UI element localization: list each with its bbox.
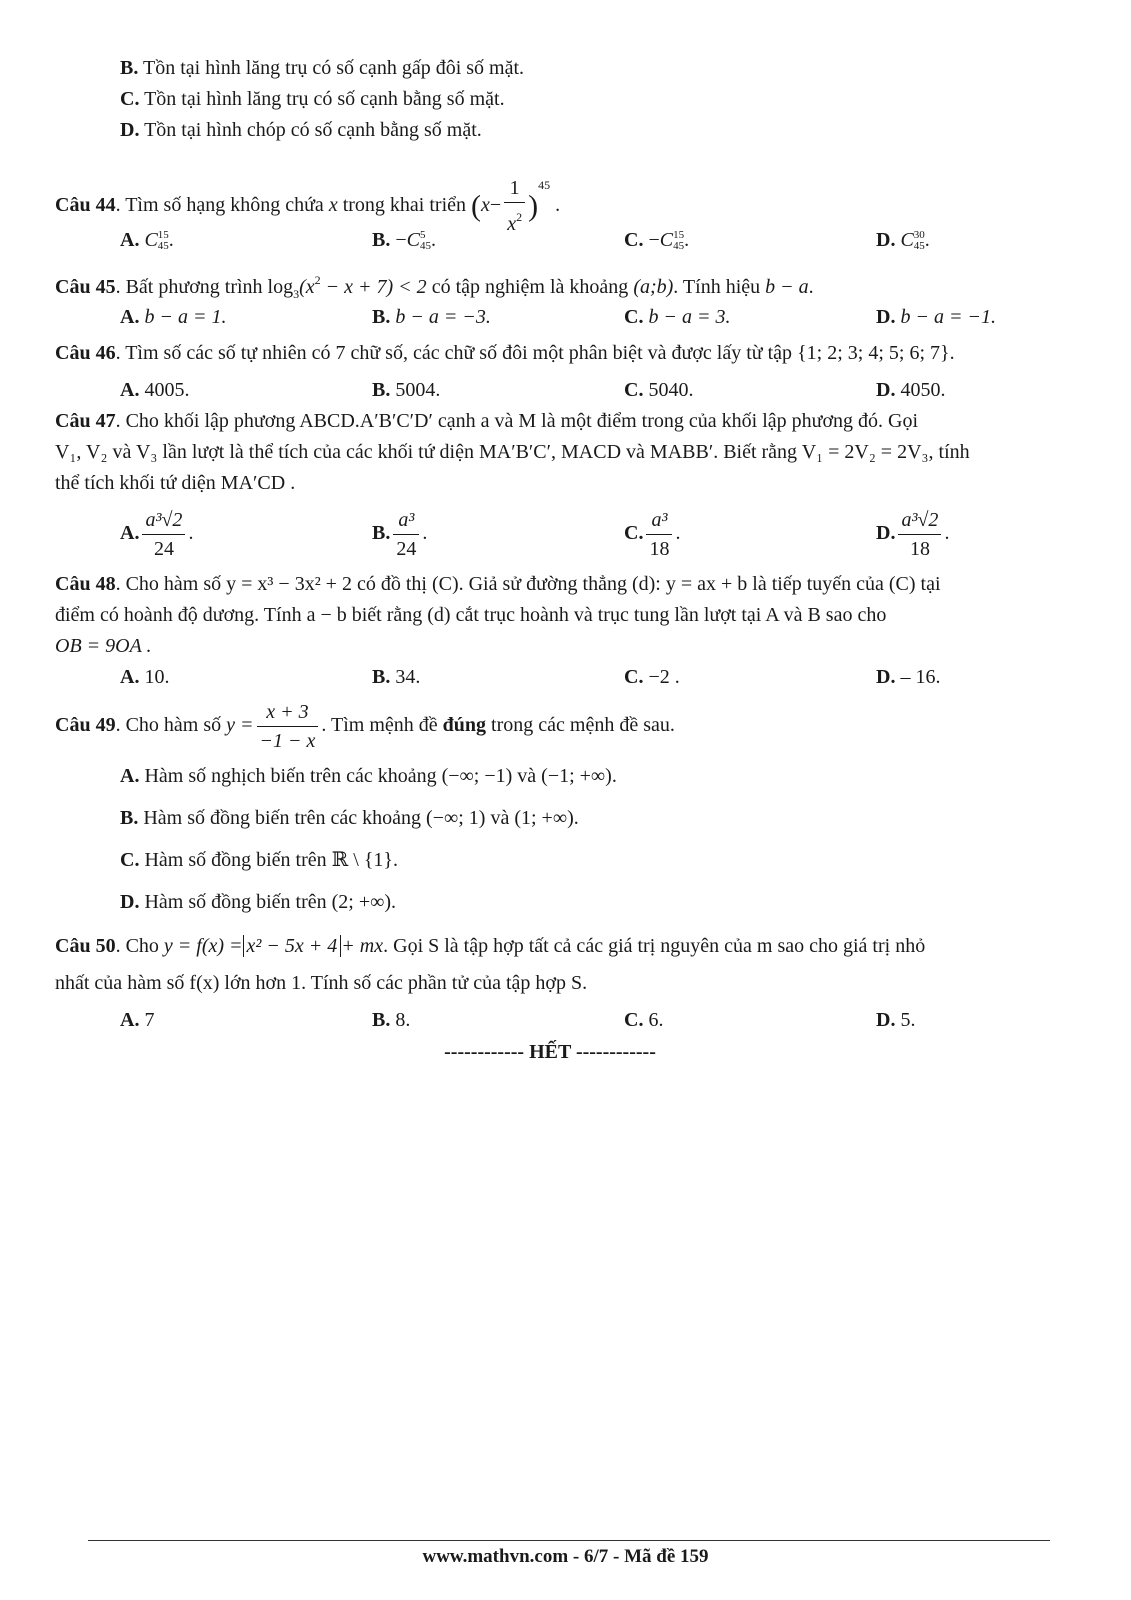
option-label: B. [120, 57, 139, 79]
frac-den: 24 [153, 538, 174, 560]
math-expr: y = [226, 714, 254, 736]
option-text: Tồn tại hình chóp có số cạnh bằng số mặt. [144, 119, 482, 141]
frac-num: a³ [646, 506, 672, 535]
punct: . [675, 522, 681, 545]
option-label: A. [120, 379, 140, 401]
option-label: C. [624, 666, 644, 688]
frac-num: a³√2 [142, 506, 185, 535]
q44-option-b [372, 228, 436, 252]
q47-stem-line1 [55, 409, 918, 433]
q46-option-b [372, 378, 440, 402]
binom-k: 5 [419, 229, 426, 242]
q48-option-a [120, 665, 169, 689]
binom-index [914, 230, 925, 252]
math-var: x [328, 194, 338, 216]
q46-option-a [120, 378, 189, 402]
q48-option-d [876, 665, 940, 689]
question-text: . Cho khối lập phương ABCD.A′B′C′D′ cạnh a và M là một điểm trong của khối lập phương đó. Gọi [115, 410, 919, 432]
option-label: C. [624, 379, 644, 401]
q47-option-c [624, 506, 680, 563]
binom-index [673, 230, 684, 252]
math-var: x [481, 194, 490, 216]
question-text: có tập nghiệm là khoảng [431, 276, 629, 298]
question-text: OB = 9OA . [55, 635, 152, 657]
footer-divider [88, 1540, 1050, 1541]
page-footer [0, 1546, 1131, 1568]
option-label: B. [372, 522, 391, 545]
q47-option-b [372, 506, 427, 563]
math-expr: (x [299, 276, 315, 298]
q49-option-c [120, 848, 398, 872]
option-label: B. [120, 807, 139, 829]
frac-num: 1 [504, 174, 525, 203]
option-value: 34. [395, 666, 421, 688]
q47-stem-line2 [55, 440, 970, 464]
math-var: x [507, 213, 517, 236]
option-value: 8. [395, 1009, 411, 1031]
option-label: D. [876, 306, 896, 328]
question-label: Câu 45 [55, 276, 116, 298]
question-text: điểm có hoành độ dương. Tính a − b biết rằng (d) cắt trục hoành và trục tung lần lượt tại A và B sao cho [55, 604, 887, 626]
binom-index [158, 230, 169, 252]
q45-option-b [372, 305, 491, 329]
option-label: D. [876, 379, 896, 401]
option-value: −2 . [648, 666, 680, 688]
emphasis: đúng [442, 714, 487, 736]
end-of-exam-mark: ------------ HẾT ------------ [444, 1041, 656, 1063]
option-label: A. [120, 229, 140, 251]
option-value: 6. [648, 1009, 664, 1031]
option-text: Tồn tại hình lăng trụ có số cạnh bằng số mặt. [144, 88, 505, 110]
frac-num: a³ [393, 506, 419, 535]
frac-den: 18 [909, 538, 930, 560]
option-label: A. [120, 522, 140, 545]
question-text: trong khai triển [342, 194, 467, 216]
option-label: D. [876, 666, 896, 688]
option-value: b − a = −3. [395, 306, 491, 328]
option-label: A. [120, 306, 140, 328]
fraction [257, 698, 319, 755]
option-value: – 16. [900, 666, 941, 688]
q49-option-a [120, 764, 617, 788]
option-label: B. [372, 666, 391, 688]
q50-stem-line1 [55, 934, 925, 958]
question-text: . Tính hiệu [673, 276, 761, 298]
q45-option-d [876, 305, 996, 329]
option-label: D. [120, 891, 140, 913]
question-text: . Cho hàm số y = x³ − 3x² + 2 có đồ thị (C). Giả sử đường thẳng (d): y = ax + b là tiếp tuyến của (C) tại [115, 573, 941, 595]
punct: . [168, 229, 174, 251]
option-value: Hàm số nghịch biến trên các khoảng (−∞; −1) và (−1; +∞). [144, 765, 617, 787]
math-expr: b − a [765, 276, 809, 298]
math-var: C [659, 229, 674, 251]
q43-option-d [120, 118, 482, 142]
binom-k: 30 [913, 229, 925, 242]
exponent: 2 [516, 210, 523, 225]
punct: . [684, 229, 690, 251]
question-text: . Bất phương trình [115, 276, 263, 298]
q48-stem-line2 [55, 603, 886, 627]
fraction [142, 506, 185, 563]
binom-k: 15 [673, 229, 685, 242]
option-value: b − a = −1. [900, 306, 996, 328]
fraction [898, 506, 941, 563]
frac-den: 18 [649, 538, 670, 560]
math-var: C [900, 229, 914, 251]
question-text: . Tìm số các số tự nhiên có 7 chữ số, các chữ số đôi một phân biệt và được lấy từ tập [115, 342, 793, 364]
fraction [646, 506, 672, 563]
question-label: Câu 44 [55, 194, 116, 216]
option-value: 4005. [144, 379, 190, 401]
option-value: 5004. [395, 379, 441, 401]
option-value: Hàm số đồng biến trên (2; +∞). [144, 891, 397, 913]
exponent: 2 [314, 273, 321, 287]
option-label: C. [120, 88, 140, 110]
question-text: nhất của hàm số f(x) lớn hơn 1. Tính số các phần tử của tập hợp S. [55, 972, 588, 994]
q50-option-a [120, 1008, 154, 1032]
binom-n: 45 [157, 240, 169, 253]
binom-n: 45 [419, 240, 431, 253]
option-value: 4050. [900, 379, 946, 401]
q49-stem [55, 697, 675, 755]
question-text: . Cho hàm số [115, 714, 222, 736]
math-expr: − x + 7) < 2 [320, 276, 427, 298]
math-expr: y = f(x) = [163, 935, 243, 957]
option-value: 5. [900, 1009, 916, 1031]
math-op: − [489, 194, 502, 216]
option-value: 5040. [648, 379, 694, 401]
q48-option-c [624, 665, 680, 689]
option-label: A. [120, 666, 140, 688]
q46-stem [55, 341, 955, 365]
option-label: C. [624, 1009, 644, 1031]
binom-n: 45 [913, 240, 925, 253]
q44-option-d [876, 228, 930, 252]
fraction [393, 506, 419, 563]
math-var: C [144, 229, 158, 251]
footer-text: www.mathvn.com - 6/7 - Mã đề 159 [422, 1546, 709, 1567]
punct: . [944, 522, 950, 545]
abs-expr: x² − 5x + 4 [243, 935, 342, 957]
q49-option-d [120, 890, 396, 914]
option-label: A. [120, 1009, 140, 1031]
q45-option-c [624, 305, 730, 329]
option-label: C. [624, 522, 644, 545]
option-label: B. [372, 306, 391, 328]
option-label: B. [372, 379, 391, 401]
q45-option-a [120, 305, 226, 329]
option-label: D. [876, 229, 896, 251]
question-text: . Tìm số hạng không chứa [115, 194, 324, 216]
q43-option-b [120, 56, 524, 80]
option-label: B. [372, 1009, 391, 1031]
q47-stem-line3 [55, 471, 295, 495]
punct: . [430, 229, 436, 251]
q44-option-a [120, 228, 174, 252]
binom-n: 45 [673, 240, 685, 253]
option-label: D. [876, 1009, 896, 1031]
math-var: C [406, 229, 420, 251]
option-prefix: − [648, 229, 660, 251]
math-func: log [267, 276, 294, 298]
math-set: {1; 2; 3; 4; 5; 6; 7} [797, 342, 950, 364]
question-label: Câu 47 [55, 410, 116, 432]
binom-k: 15 [157, 229, 169, 242]
q50-stem-line2 [55, 971, 587, 995]
option-label: C. [624, 306, 644, 328]
option-label: C. [624, 229, 644, 251]
question-text: . Tìm mệnh đề [321, 714, 438, 736]
q46-option-d [876, 378, 945, 402]
math-expr: (a;b) [633, 276, 674, 298]
option-label: A. [120, 765, 140, 787]
binom-index [420, 230, 431, 252]
option-label: D. [120, 119, 140, 141]
option-text: Tồn tại hình lăng trụ có số cạnh gấp đôi số mặt. [142, 57, 525, 79]
q45-stem [55, 268, 814, 306]
question-text: . Cho [115, 935, 159, 957]
q44-stem [55, 160, 560, 238]
q43-option-c [120, 87, 505, 111]
exponent: 45 [538, 178, 551, 192]
frac-den: −1 − x [259, 729, 316, 752]
option-value: b − a = 3. [648, 306, 731, 328]
paren-open: ( [471, 189, 482, 223]
punct: . [949, 342, 955, 364]
q44-option-c [624, 228, 689, 252]
option-value: Hàm số đồng biến trên các khoảng (−∞; 1) và (1; +∞). [143, 807, 579, 829]
option-label: C. [120, 849, 140, 871]
option-label: D. [876, 522, 896, 545]
frac-den [504, 203, 525, 238]
question-label: Câu 50 [55, 935, 116, 957]
q46-option-c [624, 378, 693, 402]
q49-option-b [120, 806, 579, 830]
frac-den: 24 [396, 538, 417, 560]
q47-option-d [876, 506, 949, 563]
option-value: 7 [144, 1009, 155, 1031]
question-text: . Gọi S là tập hợp tất cả các giá trị nguyên của m sao cho giá trị nhỏ [383, 935, 926, 957]
frac-num: x + 3 [257, 698, 319, 727]
punct: . [555, 194, 561, 216]
q48-stem-line3 [55, 634, 151, 658]
q48-option-b [372, 665, 420, 689]
math-expr: + mx [341, 935, 384, 957]
option-value: Hàm số đồng biến trên ℝ \ {1}. [144, 849, 399, 871]
punct: . [188, 522, 194, 545]
punct: . [422, 522, 428, 545]
question-label: Câu 48 [55, 573, 116, 595]
frac-num: a³√2 [898, 506, 941, 535]
question-label: Câu 46 [55, 342, 116, 364]
q50-option-b [372, 1008, 410, 1032]
q48-stem-line1 [55, 572, 941, 596]
punct: . [924, 229, 930, 251]
question-text: trong các mệnh đề sau. [491, 714, 675, 736]
log-base: 3 [293, 287, 300, 301]
option-prefix: − [395, 229, 407, 251]
fraction [504, 174, 525, 238]
question-label: Câu 49 [55, 714, 116, 736]
question-text: V₁, V₂ và V₃ lần lượt là thể tích của các khối tứ diện MA′B′C′, MACD và MABB′. Biết rằng V₁ = 2V₂ = 2V₃, tính [55, 441, 970, 463]
punct: . [808, 276, 814, 298]
paren-close: ) [528, 189, 539, 223]
q47-option-a [120, 506, 193, 563]
q50-option-d [876, 1008, 915, 1032]
option-value: 10. [144, 666, 170, 688]
q50-option-c [624, 1008, 663, 1032]
option-label: B. [372, 229, 391, 251]
option-value: b − a = 1. [144, 306, 227, 328]
question-text: thể tích khối tứ diện MA′CD . [55, 472, 296, 494]
